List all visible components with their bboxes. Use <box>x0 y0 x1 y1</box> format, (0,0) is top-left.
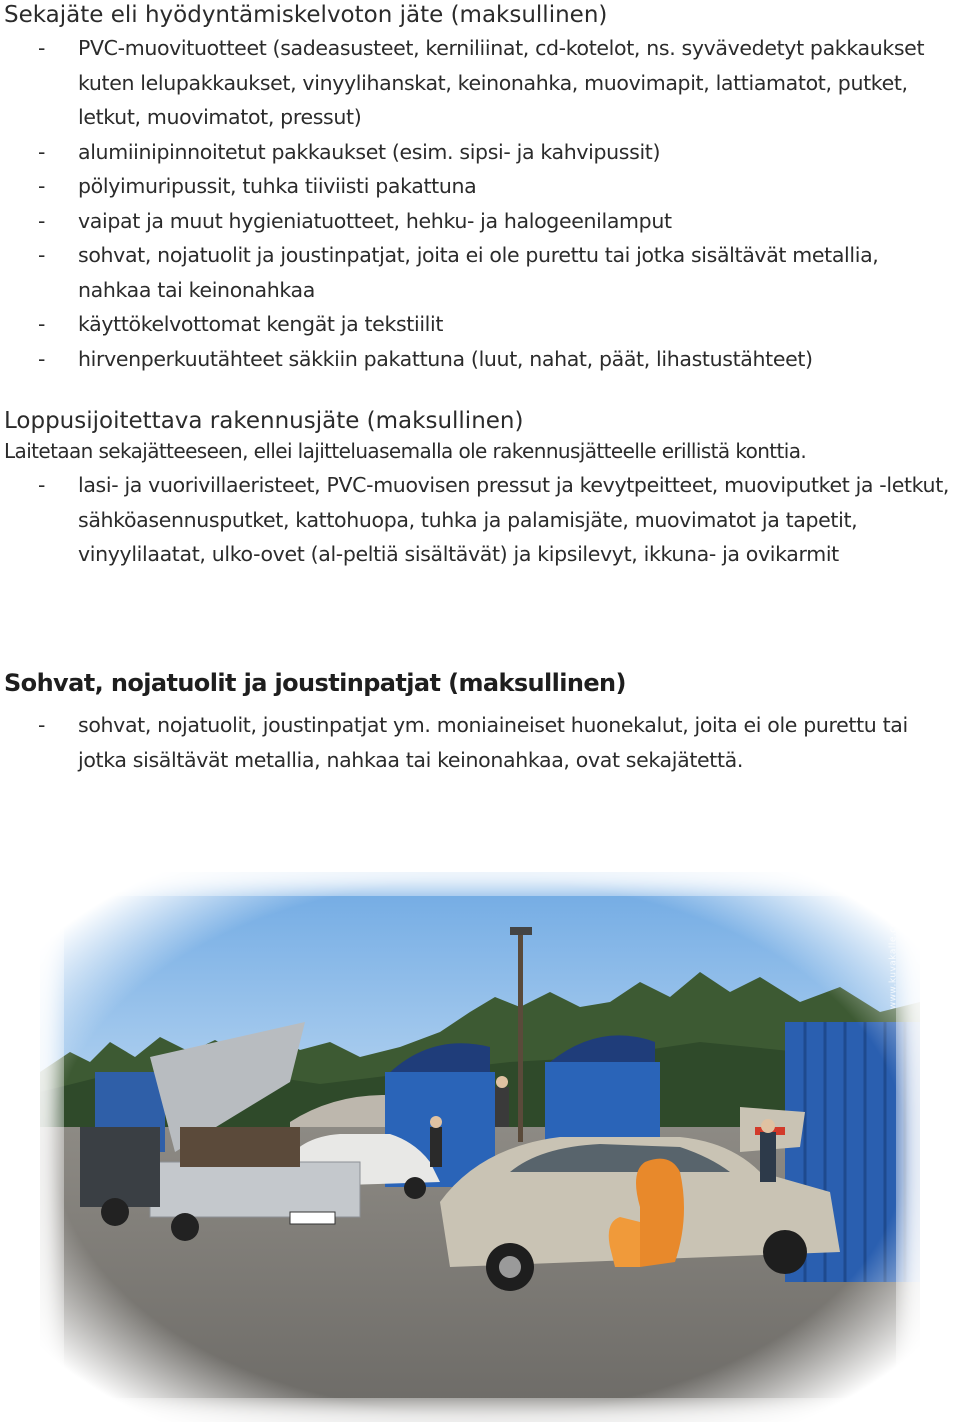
section-heading: Sohvat, nojatuolit ja joustinpatjat (maksullinen) <box>4 669 626 697</box>
photo-credit: www.kuvakalle.com <box>888 912 898 1010</box>
list-item: - PVC-muovituotteet (sadeasusteet, kerniliinat, cd-kotelot, ns. syvävedetyt pakkaukset kuten lelupakkaukset, vinyylihanskat, keinonahka, muovimapit, lattiamatot, putket, letkut, muovimatot, pressut) <box>4 31 956 135</box>
recycling-station-photo <box>40 872 920 1422</box>
list-item: - sohvat, nojatuolit ja joustinpatjat, joita ei ole purettu tai jotka sisältävät metallia, nahkaa tai keinonahkaa <box>4 238 956 307</box>
section-sofas <box>4 668 956 777</box>
section-heading: Sekajäte eli hyödyntämiskelvoton jäte (maksullinen) <box>4 2 608 28</box>
list-item: - pölyimuripussit, tuhka tiiviisti pakattuna <box>4 169 956 204</box>
list-item: - hirvenperkuutähteet säkkiin pakattuna (luut, nahat, päät, lihastustähteet) <box>4 342 956 377</box>
section-mixed-waste <box>4 0 956 376</box>
list-item: - sohvat, nojatuolit, joustinpatjat ym. moniaineiset huonekalut, joita ei ole purettu tai jotka sisältävät metallia, nahkaa tai keinonahkaa, ovat sekajätettä. <box>4 708 956 777</box>
sofas-list <box>4 708 956 777</box>
list-item: - vaipat ja muut hygieniatuotteet, hehku- ja halogeenilamput <box>4 204 956 239</box>
section-intro: Laitetaan sekajätteeseen, ellei lajitteluasemalla ole rakennusjätteelle erillistä konttia. <box>4 439 807 463</box>
list-item: - käyttökelvottomat kengät ja tekstiilit <box>4 307 956 342</box>
construction-waste-list <box>4 468 956 572</box>
list-item: - alumiinipinnoitetut pakkaukset (esim. sipsi- ja kahvipussit) <box>4 135 956 170</box>
list-item: - lasi- ja vuorivillaeristeet, PVC-muovisen pressut ja kevytpeitteet, muoviputket ja -letkut, sähköasennusputket, kattohuopa, tuhka ja palamisjäte, muovimatot ja tapetit, vinyylilaatat, ulko-ovet (al-peltiä sisältävät) ja kipsilevyt, ikkuna- ja ovikarmit <box>4 468 956 572</box>
photo-illustration <box>40 872 920 1422</box>
section-heading: Loppusijoitettava rakennusjäte (maksullinen) <box>4 408 524 434</box>
mixed-waste-list <box>4 31 956 376</box>
section-construction-waste <box>4 406 956 572</box>
